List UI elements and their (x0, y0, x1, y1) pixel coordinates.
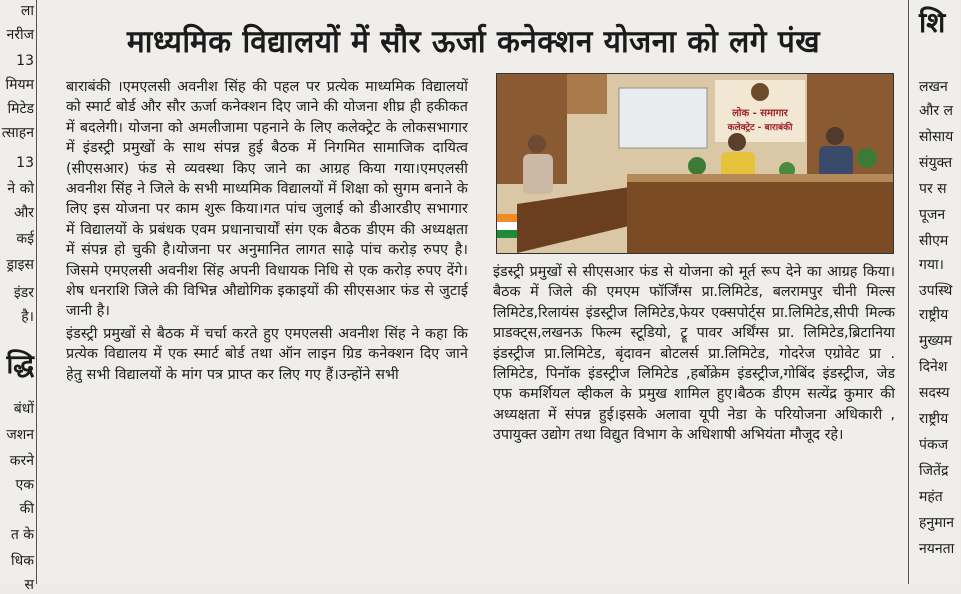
left-fragment: जशन (6, 427, 34, 443)
right-fragment: जितेंद्र (919, 463, 949, 479)
right-fragment: लखन (919, 79, 948, 95)
left-fragment: नरीज (6, 27, 34, 43)
left-fragment: है। (21, 309, 34, 325)
left-fragment: ने को (7, 181, 34, 197)
table-edge (627, 174, 893, 182)
left-fragment: त के (10, 527, 34, 543)
right-fragment: उपस्थि (919, 283, 953, 299)
person-body (523, 154, 553, 194)
right-fragment: पंकज (919, 437, 949, 453)
right-fragment: सोसाय (919, 129, 954, 145)
right-fragment: और ल (919, 103, 953, 119)
wood-panel (567, 74, 607, 114)
right-fragment: पर स (919, 181, 947, 197)
flag-green (497, 230, 519, 238)
left-fragment: 13 (16, 155, 34, 171)
emblem-icon (751, 83, 769, 101)
left-fragment: 13 (16, 53, 34, 69)
right-fragment-heading: शि (919, 6, 946, 39)
right-fragment: संयुक्त (919, 155, 953, 171)
left-fragment: बंधों (13, 401, 34, 417)
article-paragraph: बाराबंकी ।एमएलसी अवनीश सिंह की पहल पर प्रत्येक माध्यमिक विद्यालयों को स्मार्ट बोर्ड और सौर ऊर्जा कनेक्शन दिए जाने की योजना शीघ्र ही हकीकत में बदलेगी। योजना को अमलीजामा पहनाने के लिए कलेक्ट्रेट के लोकसभागार में इंडस्ट्री प्रमुखों के साथ संपन्न हुई बैठक में निगमित सामाजिक दायित्व (सीएसआर) फंड से व्यवस्था किए जाने का आग्रह किया गया।एमएलसी अवनीश सिंह ने जिले के सभी माध्यमिक विद्यालयों में शिक्षा को सुगम बनाने के लिए इस योजना पर काम शुरू किया।गत पांच जुलाई को डीआरडीए सभागार में विद्यालयों के प्रबंधक एवम प्रधानाचार्यों संग एक बैठक डीएम की अध्यक्षता में संपन्न हो चुकी है।योजना पर अनुमानित लागत साढ़े पांच करोड़ रुपए है।जिसमे एमएलसी अवनीश सिंह अपनी विधायक निधि से एक करोड़ रुपए देंगे।शेष धनराशि जिले की विभिन्न औद्योगिक इकाइयों की सीएसआर फंड से जुटाई जानी है। (66, 79, 468, 320)
left-fragment: त्साहन (1, 125, 34, 141)
left-fragment: एक (15, 477, 34, 493)
right-fragment: सदस्य (919, 385, 950, 401)
right-fragment: सीएम (919, 233, 949, 249)
meeting-photo (496, 73, 894, 254)
right-fragment: पूजन (919, 207, 946, 223)
flag-saffron (497, 214, 519, 222)
left-fragment: ला (20, 3, 34, 19)
banner-line-1: लोक - समागार (732, 108, 788, 119)
banner-line-2: कलेक्ट्रेट - बाराबंकी (727, 123, 793, 133)
left-fragment: इंडर (13, 285, 34, 301)
right-fragment: राष्ट्रीय (919, 307, 949, 323)
left-fragment: और (13, 205, 34, 221)
projector-screen (619, 88, 707, 148)
right-fragment: नयनता (919, 541, 955, 557)
plant (688, 157, 706, 175)
left-fragment: स (24, 577, 34, 593)
article-paragraph: इंडस्ट्री प्रमुखों से बैठक में चर्चा करते हुए एमएलसी अवनीश सिंह ने कहा कि प्रत्येक विद्यालय में एक स्मार्ट बोर्ड तथा ऑन लाइन ग्रिड कनेक्शन दिए जाने हेतु सभी विद्यालयों के मांग पत्र प्राप्त कर लिए गए हैं।उन्होंने सभी (66, 325, 468, 383)
left-fragment: मिटेड (7, 101, 34, 117)
article-paragraph: इंडस्ट्री प्रमुखों से सीएसआर फंड से योजना को मूर्त रूप देने का आग्रह किया।बैठक में जिले की एमएम फॉर्जिंग्स प्रा.लिमिटेड, बलरामपुर चीनी मिल्स लिमिटेड,रिलायंस इंडस्ट्रीज लिमिटेड,फेयर एक्सपोर्ट्स प्रा.लिमिटेड,सीपी मिल्क प्राडक्ट्स,लखनऊ फिल्म स्टूडियो, ट्रू पावर अर्थिंग्स प्रा. लिमिटेड,ब्रिटानिया इंडस्ट्रीज प्रा.लिमिटेड, बृंदावन बोटलर्स प्रा.लिमिटेड, गोदरेज एग्रोवेट प्रा . लिमिटेड, पिनॉक इंडस्ट्रीज लिमिटेड ,हर्बोक्रेम इंडस्ट्रीज,गोबिंद इंडस्ट्रीज, जेड एफ कमर्शियल व्हीकल के प्रमुख शामिल हुए।बैठक डीएम सत्येंद्र कुमार की अध्यक्षता में संपन्न हुई।इसके अलावा यूपी नेडा के परियोजना अधिकारी , उपायुक्त उद्योग तथा विद्युत विभाग के अधिशाषी अभियंता मौजूद रहे। (493, 264, 895, 444)
right-fragment: गया। (919, 257, 944, 273)
person-head (528, 135, 546, 153)
right-fragment: दिनेश (919, 359, 948, 375)
person-head (728, 133, 746, 151)
article-body-right (493, 262, 895, 446)
left-fragment: करने (9, 453, 34, 469)
person-head (826, 127, 844, 145)
right-fragment: हनुमान (919, 515, 954, 531)
right-neighbor-column (908, 0, 961, 584)
left-fragment-heading: द्धि (6, 350, 34, 380)
meeting-photo-illustration (497, 74, 893, 253)
left-neighbor-column (0, 0, 37, 593)
right-fragment: मुख्यम (919, 333, 953, 349)
plant (857, 148, 877, 168)
left-fragment: धिक (11, 553, 34, 569)
left-fragment: मियम (5, 77, 34, 93)
left-fragment: कई (16, 231, 34, 247)
article-headline: माध्यमिक विद्यालयों में सौर ऊर्जा कनेक्शन योजना को लगे पंख (126, 24, 821, 60)
article-body-left (66, 77, 468, 387)
right-fragment: राष्ट्रीय (919, 411, 949, 427)
left-fragment: की (19, 501, 34, 517)
flag-white (497, 222, 519, 230)
right-fragment: महंत (919, 489, 943, 505)
left-fragment: ड्राइस (6, 257, 34, 273)
conference-table (627, 174, 893, 253)
